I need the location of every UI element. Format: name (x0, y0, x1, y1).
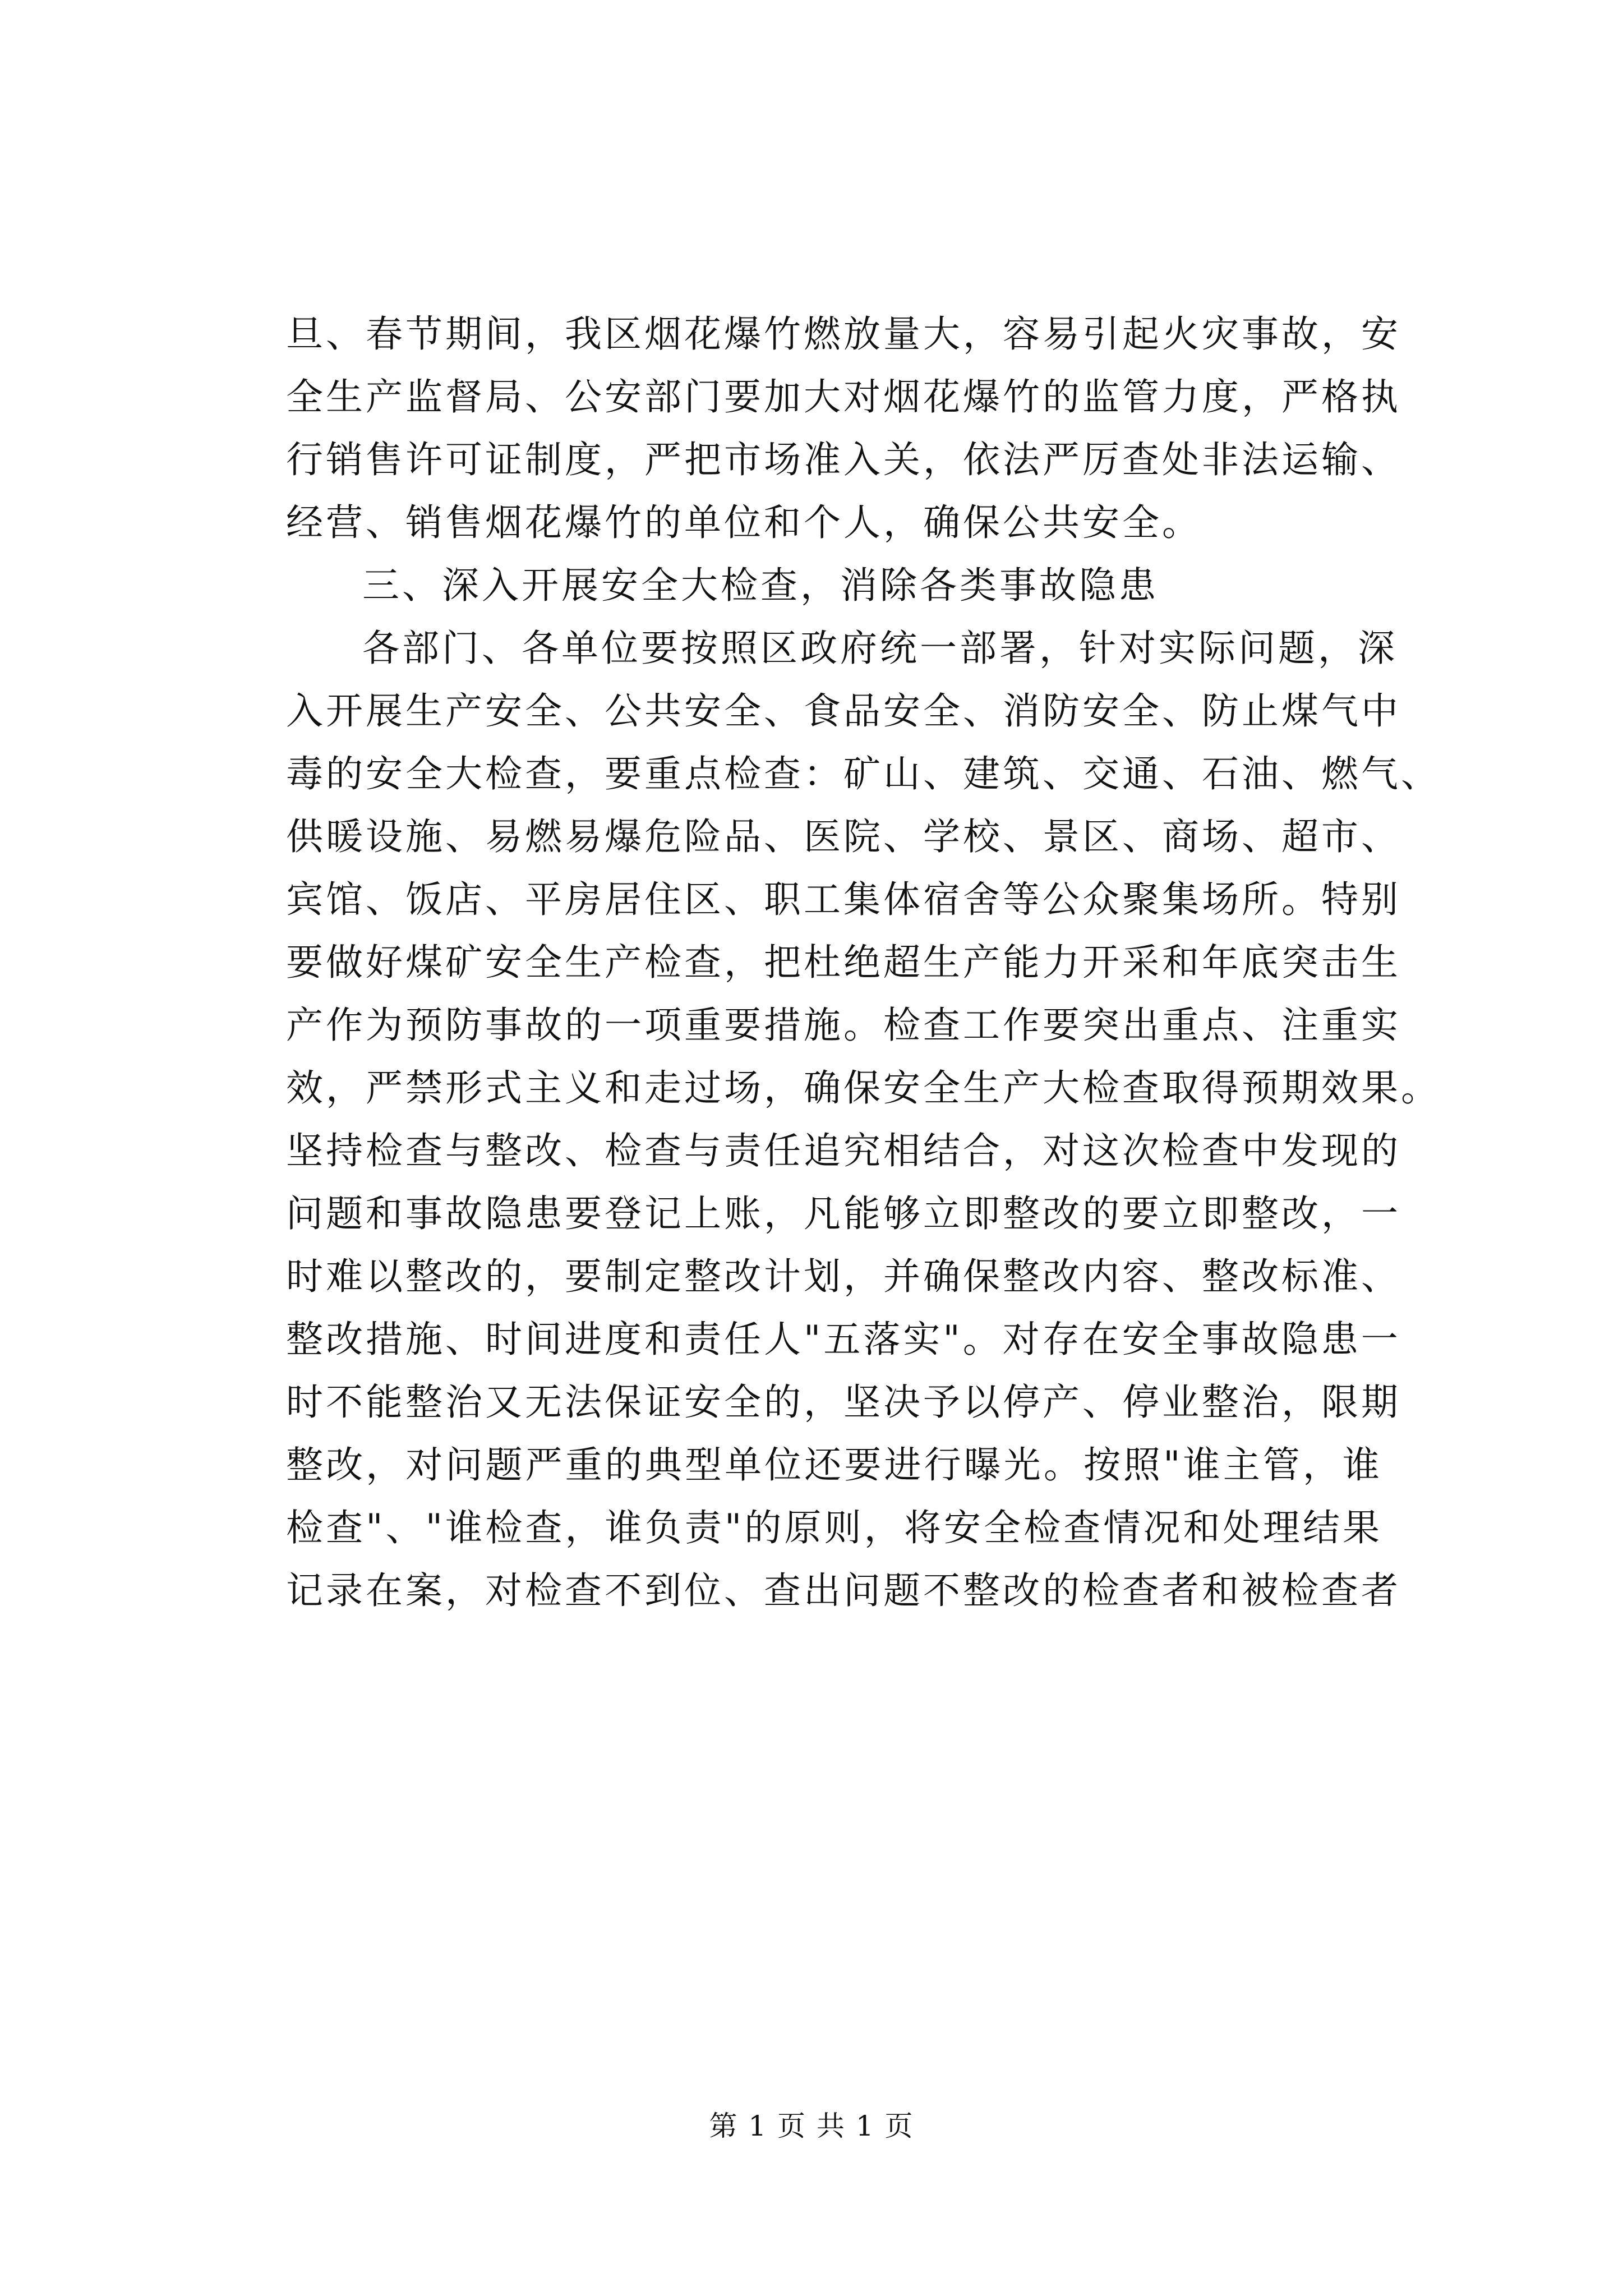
text-line: 整改，对问题严重的典型单位还要进行曝光。按照"谁主管，谁 (286, 1443, 1382, 1487)
text-line: 供暖设施、易燃易爆危险品、医院、学校、景区、商场、超市、 (286, 815, 1401, 858)
page-number-label: 第 1 页 共 1 页 (709, 2110, 914, 2142)
page-footer (0, 2108, 1623, 2144)
text-line: 要做好煤矿安全生产检查，把杜绝超生产能力开采和年底突击生 (286, 941, 1401, 984)
text-line: 时难以整改的，要制定整改计划，并确保整改内容、整改标准、 (286, 1255, 1401, 1298)
text-line: 入开展生产安全、公共安全、食品安全、消防安全、防止煤气中 (286, 689, 1401, 733)
text-line: 旦、春节期间，我区烟花爆竹燃放量大，容易引起火灾事故，安 (286, 312, 1401, 356)
text-line: 检查"、"谁检查，谁负责"的原则，将安全检查情况和处理结果 (286, 1506, 1382, 1549)
text-line: 行销售许可证制度，严把市场准入关，依法严厉查处非法运输、 (286, 438, 1401, 481)
text-line: 效，严禁形式主义和走过场，确保安全生产大检查取得预期效果。 (286, 1066, 1441, 1110)
text-line: 整改措施、时间进度和责任人"五落实"。对存在安全事故隐患一 (286, 1318, 1401, 1361)
text-line: 记录在案，对检查不到位、查出问题不整改的检查者和被检查者 (286, 1569, 1401, 1612)
text-line: 宾馆、饭店、平房居住区、职工集体宿舍等公众聚集场所。特别 (286, 878, 1401, 921)
text-line: 各部门、各单位要按照区政府统一部署，针对实际问题，深 (362, 627, 1398, 670)
text-line: 时不能整治又无法保证安全的，坚决予以停产、停业整治，限期 (286, 1381, 1401, 1424)
text-line: 经营、销售烟花爆竹的单位和个人，确保公共安全。 (286, 501, 1202, 544)
text-line: 问题和事故隐患要登记上账，凡能够立即整改的要立即整改，一 (286, 1192, 1401, 1235)
section-heading: 三、深入开展安全大检查，消除各类事故隐患 (362, 564, 1159, 607)
text-line: 产作为预防事故的一项重要措施。检查工作要突出重点、注重实 (286, 1004, 1401, 1047)
document-body (286, 303, 1441, 1622)
text-line: 全生产监督局、公安部门要加大对烟花爆竹的监管力度，严格执 (286, 375, 1401, 418)
text-line: 毒的安全大检查，要重点检查：矿山、建筑、交通、石油、燃气、 (286, 752, 1441, 795)
text-line: 坚持检查与整改、检查与责任追究相结合，对这次检查中发现的 (286, 1129, 1401, 1172)
